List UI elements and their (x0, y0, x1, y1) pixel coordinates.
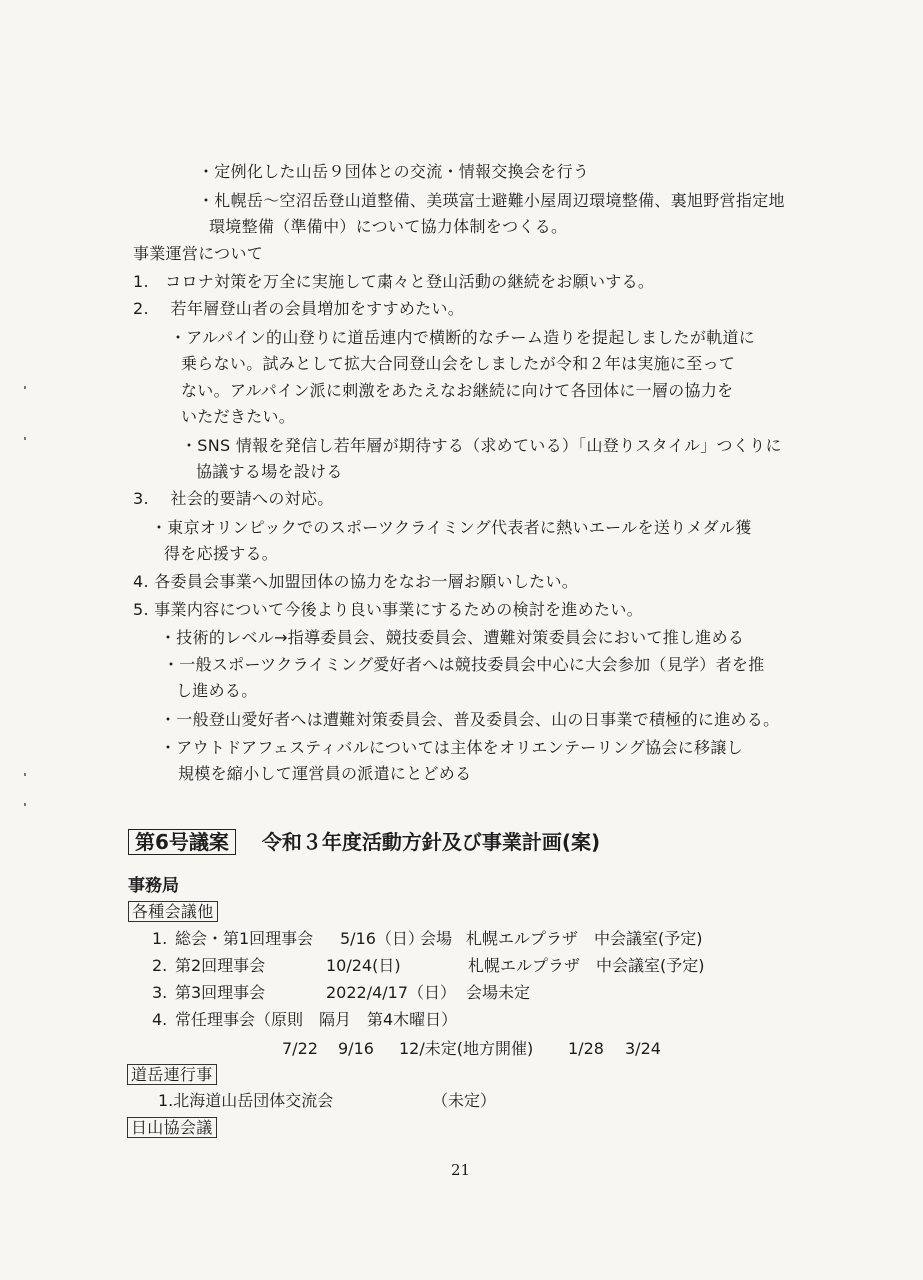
meeting-name: 総会・第1回理事会 (175, 929, 314, 948)
standing-date: 7/22 (282, 1039, 318, 1058)
numbered-item: 1. コロナ対策を万全に実施して粛々と登山活動の継続をお願いする。 (133, 272, 655, 291)
office-title: 事務局 (128, 876, 179, 896)
text-line: 乗らない。試みとして拡大合同登山会をしましたが令和２年は実施に至って (181, 354, 736, 373)
agenda-label: 第6号議案 (128, 829, 236, 855)
text-line: ・定例化した山岳９団体との交流・情報交換会を行う (198, 162, 590, 181)
agenda-heading (128, 827, 600, 857)
scan-speck (24, 437, 26, 440)
meeting-name: 第3回理事会 (175, 983, 266, 1002)
doren-status: （未定） (432, 1091, 497, 1110)
page-number: 21 (451, 1161, 471, 1179)
text-line: 協議する場を設ける (196, 462, 343, 481)
text-line: ・アルパイン的山登りに道岳連内で横断的なチーム造りを提起しましたが軌道に (170, 328, 756, 347)
meetings-label: 各種会議他 (128, 901, 218, 922)
text-line: し進める。 (176, 681, 258, 700)
text-line: いただきたい。 (181, 407, 296, 426)
nissan-label-wrap (127, 1117, 217, 1139)
doren-item: 1.北海道山岳団体交流会 (158, 1091, 334, 1110)
meeting-venue: 札幌エルプラザ 中会議室(予定) (468, 956, 705, 975)
text-line: ・技術的レベル→指導委員会、競技委員会、遭難対策委員会において推し進める (160, 628, 745, 647)
numbered-item: 2. 若年層登山者の会員増加をすすめたい。 (133, 299, 465, 318)
scan-speck (24, 773, 26, 776)
meeting-venue: 会場未定 (466, 983, 531, 1002)
text-line: ・札幌岳～空沼岳登山道整備、美瑛富士避難小屋周辺環境整備、裏旭野営指定地 (198, 191, 785, 210)
meeting-date: 2022/4/17（日） (326, 983, 457, 1002)
meeting-venue: 札幌エルプラザ 中会議室(予定) (466, 929, 703, 948)
meetings-label-wrap (128, 901, 218, 923)
numbered-item: 3. 社会的要請への対応。 (133, 489, 334, 508)
numbered-item: 5. 事業内容について今後より良い事業にするための検討を進めたい。 (133, 600, 643, 619)
text-line: 規模を縮小して運営員の派遣にとどめる (178, 764, 472, 783)
section-heading: 事業運営について (133, 244, 264, 263)
standing-date: 3/24 (625, 1039, 661, 1058)
meeting-date: 5/16（日） (340, 929, 424, 948)
meeting-name: 常任理事会（原則 隔月 第4木曜日） (175, 1010, 458, 1029)
numbered-item: 4. 各委員会事業へ加盟団体の協力をなお一層お願いしたい。 (133, 572, 579, 591)
meeting-date: 10/24(日) (326, 956, 401, 975)
meeting-num: 2. (152, 956, 168, 975)
meeting-num: 3. (152, 983, 168, 1002)
meeting-num: 1. (152, 929, 168, 948)
scan-speck (24, 386, 26, 389)
doren-label: 道岳連行事 (127, 1064, 217, 1085)
text-line: ない。アルパイン派に刺激をあたえなお継続に向けて各団体に一層の協力を (181, 381, 734, 400)
text-line: ・アウトドアフェスティバルについては主体をオリエンテーリング協会に移譲し (160, 738, 743, 757)
agenda-title: 令和３年度活動方針及び事業計画(案) (261, 830, 601, 854)
standing-date: 9/16 (338, 1039, 374, 1058)
text-line: 得を応援する。 (164, 544, 279, 563)
meeting-num: 4. (152, 1010, 168, 1029)
text-line: ・東京オリンピックでのスポーツクライミング代表者に熱いエールを送りメダル獲 (151, 518, 752, 537)
meeting-venue-label: 会場 (420, 929, 453, 948)
standing-date: 1/28 (568, 1039, 604, 1058)
text-line: ・一般登山愛好者へは遭難対策委員会、普及委員会、山の日事業で積極的に進める。 (160, 710, 780, 729)
text-line: 環境整備（準備中）について協力体制をつくる。 (209, 217, 568, 236)
nissan-label: 日山協会議 (127, 1117, 217, 1138)
standing-date: 12/未定(地方開催) (399, 1039, 534, 1058)
doren-label-wrap (127, 1064, 217, 1086)
text-line: ・一般スポーツクライミング愛好者へは競技委員会中心に大会参加（見学）者を推 (163, 655, 765, 674)
text-line: ・SNS 情報を発信し若年層が期待する（求めている）「山登りスタイル」つくりに (181, 436, 782, 455)
scan-speck (24, 803, 26, 806)
meeting-name: 第2回理事会 (175, 956, 266, 975)
